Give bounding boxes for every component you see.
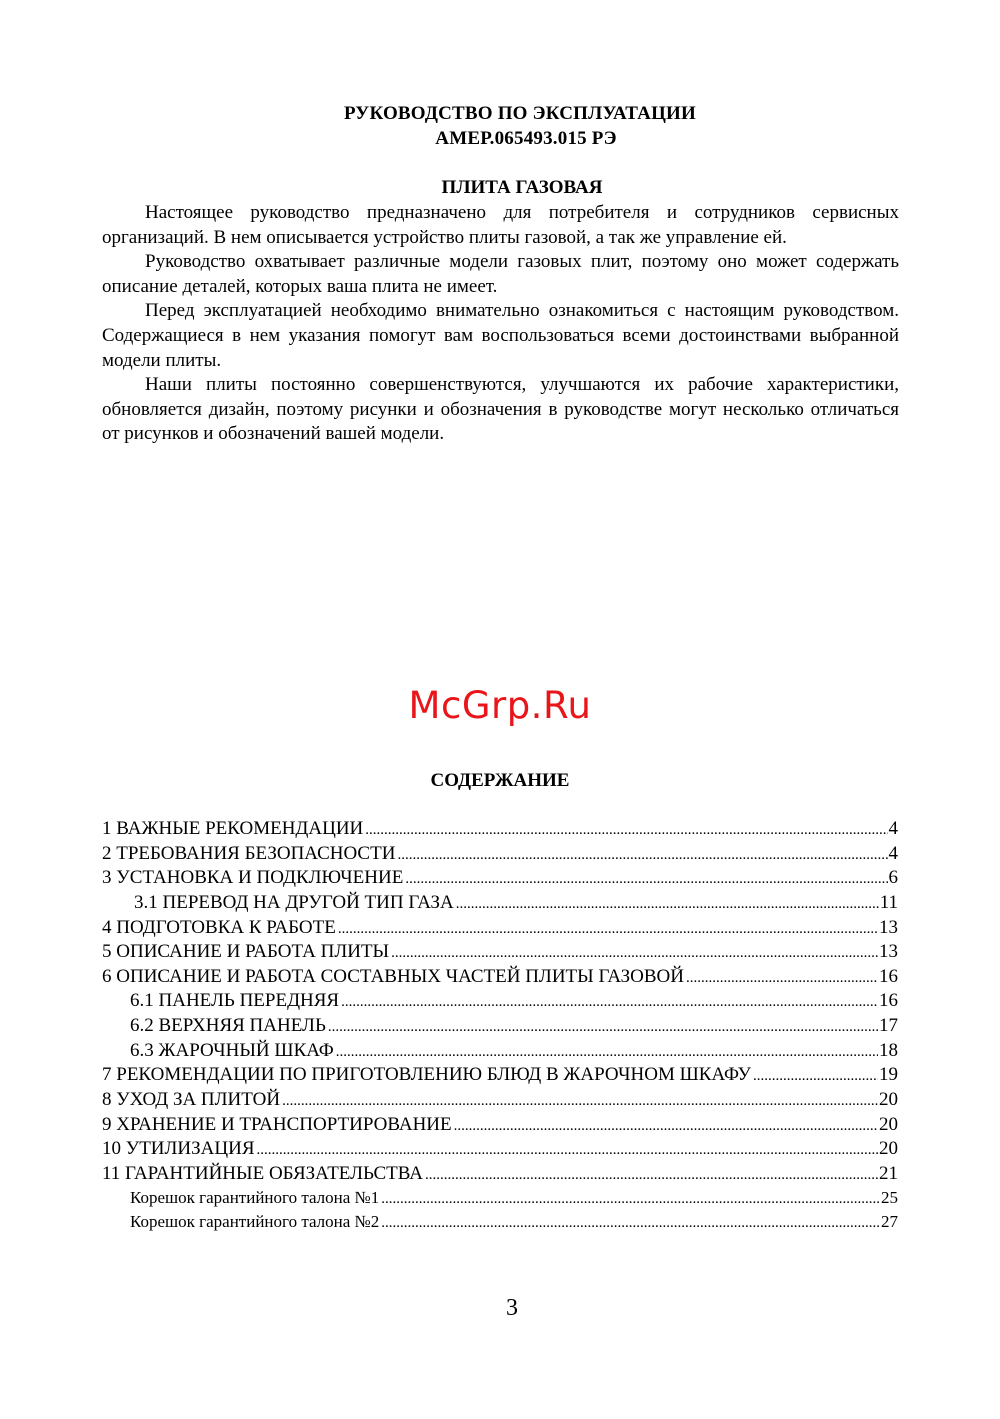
table-of-contents (102, 818, 898, 1237)
toc-entry-page: 6 (888, 867, 898, 889)
intro-paragraph: Руководство охватывает различные модели газовых плит, поэтому оно может содержать описание деталей, которых ваша плита не имеет. (102, 251, 899, 297)
toc-entry[interactable] (102, 1064, 898, 1089)
toc-leader-dots (336, 1040, 878, 1062)
toc-entry-label: 4 ПОДГОТОВКА К РАБОТЕ (102, 916, 336, 938)
toc-leader-dots (456, 892, 879, 914)
toc-entry-page: 18 (879, 1039, 898, 1061)
toc-entry[interactable] (102, 892, 898, 917)
toc-leader-dots (397, 843, 887, 865)
toc-leader-dots (454, 1114, 878, 1136)
toc-entry-label: 1 ВАЖНЫЕ РЕКОМЕНДАЦИИ (102, 818, 364, 839)
toc-entry-page: 13 (879, 916, 898, 938)
toc-entry-label: 7 РЕКОМЕНДАЦИИ ПО ПРИГОТОВЛЕНИЮ БЛЮД В ЖАРОЧНОМ ШКАФУ (102, 1064, 751, 1086)
toc-entry[interactable] (102, 917, 898, 942)
intro-paragraph: Наши плиты постоянно совершенствуются, улучшаются их рабочие характеристики, обновляется дизайн, поэтому рисунки и обозначения в руководстве могут несколько отличаться от рисунков и обозначений вашей модели. (102, 374, 899, 445)
toc-entry[interactable] (102, 867, 898, 892)
toc-title: СОДЕРЖАНИЕ (430, 770, 570, 791)
toc-leader-dots (257, 1138, 879, 1160)
toc-entry[interactable] (102, 966, 898, 991)
toc-entry-label: Корешок гарантийного талона №2 (130, 1212, 380, 1232)
toc-entry-page: 13 (879, 941, 898, 963)
toc-entry-label: 6.2 ВЕРХНЯЯ ПАНЕЛЬ (130, 1015, 326, 1037)
toc-entry[interactable] (102, 818, 898, 843)
toc-entry[interactable] (102, 1114, 898, 1139)
page-number: 3 (506, 1295, 518, 1321)
toc-entry-page: 16 (879, 965, 898, 987)
document-code: АМЕР.065493.015 РЭ (435, 128, 617, 149)
toc-entry[interactable] (102, 1089, 898, 1114)
product-subtitle: ПЛИТА ГАЗОВАЯ (441, 177, 603, 198)
toc-leader-dots (341, 990, 878, 1012)
toc-leader-dots (328, 1015, 878, 1037)
toc-entry-label: 6 ОПИСАНИЕ И РАБОТА СОСТАВНЫХ ЧАСТЕЙ ПЛИТЫ ГАЗОВОЙ (102, 965, 684, 987)
toc-entry[interactable] (102, 843, 898, 868)
toc-entry-label: 6.3 ЖАРОЧНЫЙ ШКАФ (130, 1039, 334, 1061)
toc-entry-label: 5 ОПИСАНИЕ И РАБОТА ПЛИТЫ (102, 941, 390, 963)
toc-entry-page: 19 (879, 1064, 898, 1086)
toc-entry-page: 27 (881, 1212, 898, 1232)
toc-entry[interactable] (102, 941, 898, 966)
toc-leader-dots (391, 941, 878, 963)
toc-entry-page: 17 (879, 1015, 898, 1037)
toc-entry-page: 25 (881, 1187, 898, 1207)
toc-entry-page: 20 (879, 1138, 898, 1160)
toc-leader-dots (365, 818, 887, 840)
toc-entry[interactable] (102, 1188, 898, 1213)
toc-leader-dots (282, 1089, 878, 1111)
toc-entry[interactable] (102, 1015, 898, 1040)
intro-text (102, 201, 899, 447)
toc-entry[interactable] (102, 1138, 898, 1163)
toc-entry-label: 6.1 ПАНЕЛЬ ПЕРЕДНЯЯ (130, 990, 340, 1012)
toc-entry-page: 20 (879, 1089, 898, 1111)
toc-leader-dots (381, 1188, 880, 1208)
toc-entry-page: 21 (879, 1162, 898, 1184)
intro-paragraph: Настоящее руководство предназначено для потребителя и сотрудников сервисных организаций. В нем описывается устройство плиты газовой, а так же управление ей. (102, 202, 899, 248)
toc-entry-page: 11 (879, 891, 898, 913)
toc-entry-label: 10 УТИЛИЗАЦИЯ (102, 1138, 255, 1160)
toc-entry-label: 11 ГАРАНТИЙНЫЕ ОБЯЗАТЕЛЬСТВА (102, 1162, 423, 1184)
toc-leader-dots (338, 917, 878, 939)
toc-leader-dots (425, 1163, 878, 1185)
toc-entry[interactable] (102, 990, 898, 1015)
toc-entry[interactable] (102, 1212, 898, 1237)
toc-entry-label: 3.1 ПЕРЕВОД НА ДРУГОЙ ТИП ГАЗА (134, 891, 454, 913)
toc-leader-dots (753, 1064, 878, 1086)
toc-leader-dots (405, 867, 887, 889)
toc-entry-label: Корешок гарантийного талона №1 (130, 1187, 380, 1207)
toc-entry-page: 16 (879, 990, 898, 1012)
toc-entry[interactable] (102, 1163, 898, 1188)
document-title: РУКОВОДСТВО ПО ЭКСПЛУАТАЦИИ (343, 103, 697, 124)
toc-entry-page: 4 (888, 842, 898, 864)
toc-leader-dots (686, 966, 878, 988)
toc-entry-label: 8 УХОД ЗА ПЛИТОЙ (102, 1089, 281, 1111)
toc-entry-label: 2 ТРЕБОВАНИЯ БЕЗОПАСНОСТИ (102, 842, 396, 864)
intro-paragraph: Перед эксплуатацией необходимо внимательно ознакомиться с настоящим руководством. Содержащиеся в нем указания помогут вам воспользоваться всеми достоинствами выбранной модели плиты. (102, 300, 899, 371)
toc-entry-page: 20 (879, 1113, 898, 1135)
toc-entry-label: 9 ХРАНЕНИЕ И ТРАНСПОРТИРОВАНИЕ (102, 1113, 452, 1135)
toc-entry[interactable] (102, 1040, 898, 1065)
toc-leader-dots (381, 1212, 880, 1232)
toc-entry-label: 3 УСТАНОВКА И ПОДКЛЮЧЕНИЕ (102, 867, 404, 889)
watermark-logo: McGrp.Ru (408, 684, 592, 727)
toc-entry-page: 4 (888, 818, 898, 839)
